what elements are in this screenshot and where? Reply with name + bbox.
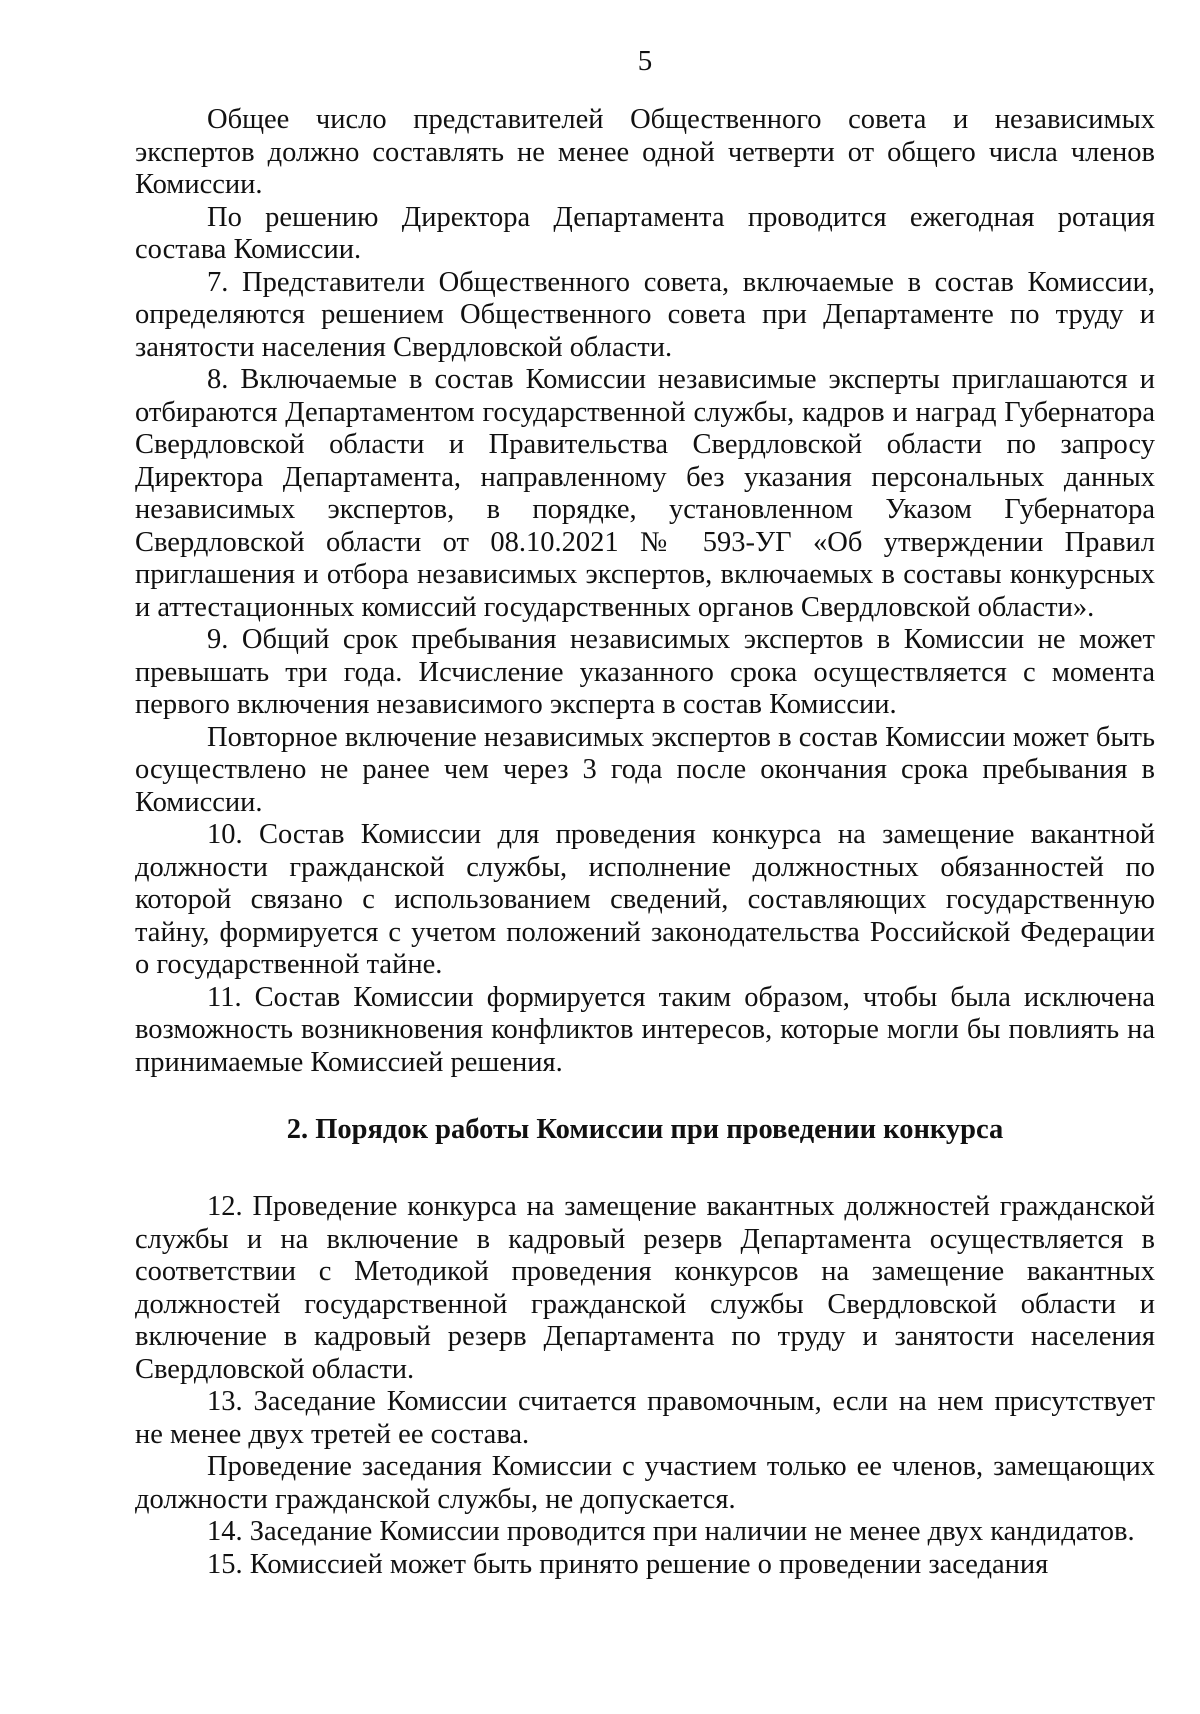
section-heading: 2. Порядок работы Комиссии при проведении конкурса — [286, 1114, 1004, 1145]
paragraph-item-12: 12. Проведение конкурса на замещение вакантных должностей гражданской службы и на включение в кадровый резерв Департамента осуществляется в соответствии с Методикой проведения конкурсов на замещение вакантных должностей государственной гражданской службы Свердловской области и включение в кадровый резерв Департамента по труду и занятости населения Свердловской области. — [135, 1191, 1155, 1385]
paragraph-rotation: По решению Директора Департамента проводится ежегодная ротация состава Комиссии. — [135, 201, 1155, 265]
paragraph-item-13: 13. Заседание Комиссии считается правомочным, если на нем присутствует не менее двух третей ее состава. — [135, 1386, 1155, 1450]
paragraph-session-restriction: Проведение заседания Комиссии с участием только ее членов, замещающих должности гражданской службы, не допускается. — [135, 1451, 1155, 1515]
paragraph-item-15: 15. Комиссией может быть принято решение о проведении заседания — [207, 1548, 1049, 1580]
page-number: 5 — [637, 45, 653, 77]
paragraph-item-9: 9. Общий срок пребывания независимых экспертов в Комиссии не может превышать три года. Исчисление указанного срока осуществляется с момента первого включения независимого эксперта в состав Комиссии. — [135, 624, 1155, 720]
paragraph-repeat-inclusion: Повторное включение независимых экспертов в состав Комиссии может быть осуществлено не ранее чем через 3 года после окончания срока пребывания в Комиссии. — [135, 721, 1155, 818]
paragraph-item-7: 7. Представители Общественного совета, включаемые в состав Комиссии, определяются решением Общественного совета при Департаменте по труду и занятости населения Свердловской области. — [135, 266, 1155, 363]
paragraph-members-share: Общее число представителей Общественного совета и независимых экспертов должно составлять не менее одной четверти от общего числа членов Комиссии. — [135, 104, 1155, 200]
paragraph-item-14: 14. Заседание Комиссии проводится при наличии не менее двух кандидатов. — [207, 1516, 1135, 1547]
paragraph-item-10: 10. Состав Комиссии для проведения конкурса на замещение вакантной должности гражданской службы, исполнение должностных обязанностей по которой связано с использованием сведений, составляющих государственную тайну, формируется с учетом положений законодательства Российской Федерации о государственной тайне. — [135, 819, 1155, 980]
paragraph-item-8: 8. Включаемые в состав Комиссии независимые эксперты приглашаются и отбираются Департаментом государственной службы, кадров и наград Губернатора Свердловской области и Правительства Свердловской области по запросу Директора Департамента, направленному без указания персональных данных независимых экспертов, в порядке, установленном Указом Губернатора Свердловской области от 08.10.2021 № 593-УГ «Об утверждении Правил приглашения и отбора независимых экспертов, включаемых в составы конкурсных и аттестационных комиссий государственных органов Свердловской области». — [135, 364, 1155, 623]
paragraph-item-11: 11. Состав Комиссии формируется таким образом, чтобы была исключена возможность возникновения конфликтов интересов, которые могли бы повлиять на принимаемые Комиссией решения. — [135, 981, 1155, 1078]
document-body — [135, 104, 1155, 1581]
